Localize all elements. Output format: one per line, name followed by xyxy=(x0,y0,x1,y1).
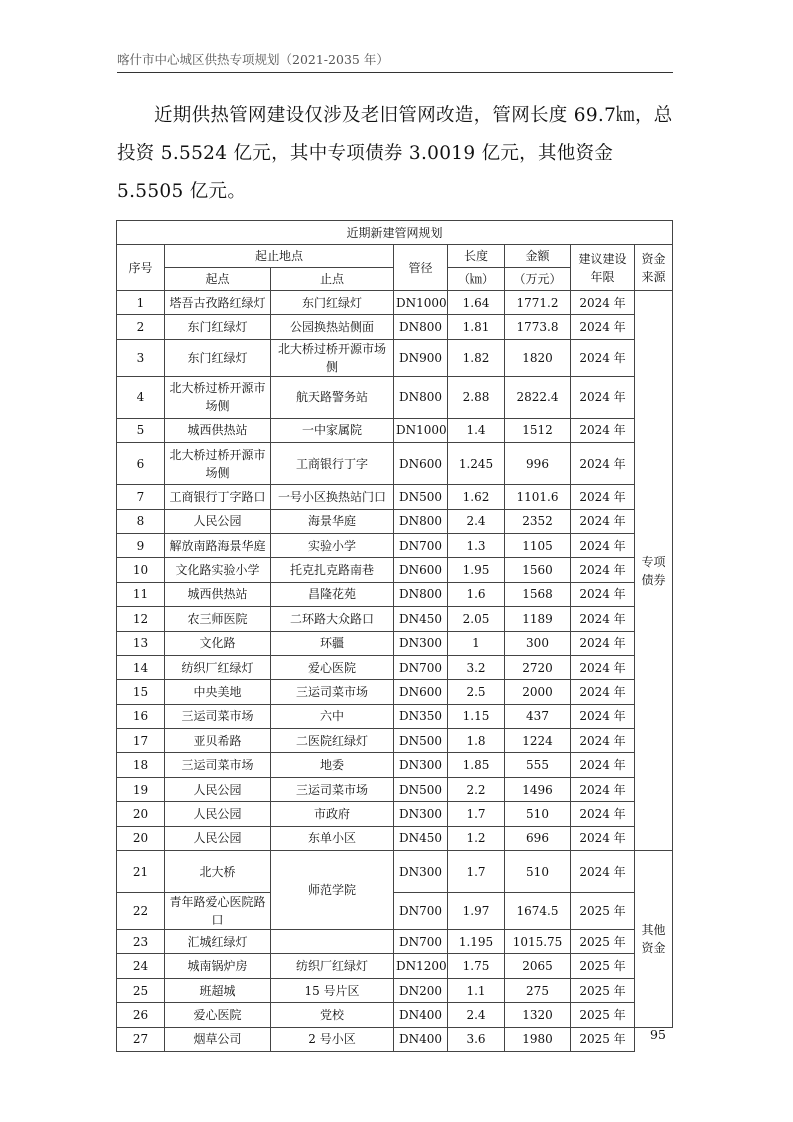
cell-length: 1.82 xyxy=(448,339,505,376)
table-row xyxy=(117,509,673,533)
cell-year: 2025 年 xyxy=(571,1003,635,1027)
cell-end: 航天路警务站 xyxy=(271,376,394,418)
cell-amount: 1674.5 xyxy=(505,893,571,930)
cell-amount: 510 xyxy=(505,802,571,826)
cell-year: 2024 年 xyxy=(571,485,635,509)
funding-source-special-bond: 专项债券 xyxy=(635,291,673,851)
cell-diameter: DN800 xyxy=(394,315,448,339)
cell-start: 人民公园 xyxy=(165,826,271,850)
cell-end: 一号小区换热站门口 xyxy=(271,485,394,509)
running-header: 喀什市中心城区供热专项规划（2021-2035 年） xyxy=(117,52,389,67)
table-row xyxy=(117,826,673,850)
table-row xyxy=(117,1003,673,1027)
cell-amount: 1771.2 xyxy=(505,291,571,315)
cell-length: 2.88 xyxy=(448,376,505,418)
cell-year: 2024 年 xyxy=(571,704,635,728)
cell-length: 2.2 xyxy=(448,777,505,801)
cell-seq: 12 xyxy=(117,607,165,631)
cell-year: 2024 年 xyxy=(571,558,635,582)
cell-length: 1.97 xyxy=(448,893,505,930)
cell-year: 2024 年 xyxy=(571,826,635,850)
cell-year: 2024 年 xyxy=(571,443,635,485)
cell-start: 文化路实验小学 xyxy=(165,558,271,582)
cell-start: 班超城 xyxy=(165,978,271,1002)
cell-start: 城西供热站 xyxy=(165,418,271,442)
cell-year: 2024 年 xyxy=(571,509,635,533)
cell-start: 爱心医院 xyxy=(165,1003,271,1027)
cell-end: 二环路大众路口 xyxy=(271,607,394,631)
header-amount: 金额 xyxy=(505,245,571,268)
cell-start: 东门红绿灯 xyxy=(165,315,271,339)
header-divider xyxy=(117,72,673,73)
cell-end: 东单小区 xyxy=(271,826,394,850)
cell-diameter: DN300 xyxy=(394,631,448,655)
cell-seq: 26 xyxy=(117,1003,165,1027)
cell-seq: 18 xyxy=(117,753,165,777)
cell-length: 1.15 xyxy=(448,704,505,728)
table-row xyxy=(117,291,673,315)
cell-start: 亚贝希路 xyxy=(165,729,271,753)
cell-length: 1.195 xyxy=(448,930,505,954)
cell-amount: 437 xyxy=(505,704,571,728)
cell-diameter: DN450 xyxy=(394,607,448,631)
cell-length: 1.4 xyxy=(448,418,505,442)
cell-length: 1.1 xyxy=(448,978,505,1002)
cell-end: 托克扎克路南巷 xyxy=(271,558,394,582)
cell-start: 人民公园 xyxy=(165,802,271,826)
table-row xyxy=(117,729,673,753)
cell-start: 烟草公司 xyxy=(165,1027,271,1051)
cell-year: 2024 年 xyxy=(571,291,635,315)
cell-seq: 19 xyxy=(117,777,165,801)
cell-end: 爱心医院 xyxy=(271,655,394,679)
table-row xyxy=(117,376,673,418)
cell-year: 2024 年 xyxy=(571,631,635,655)
table-row xyxy=(117,954,673,978)
table-row xyxy=(117,777,673,801)
table-row xyxy=(117,655,673,679)
cell-length: 1.62 xyxy=(448,485,505,509)
cell-start: 三运司菜市场 xyxy=(165,704,271,728)
cell-amount: 2000 xyxy=(505,680,571,704)
cell-amount: 1105 xyxy=(505,533,571,557)
cell-seq: 22 xyxy=(117,893,165,930)
cell-amount: 300 xyxy=(505,631,571,655)
header-route: 起止地点 xyxy=(165,245,394,268)
cell-amount: 1320 xyxy=(505,1003,571,1027)
cell-end: 工商银行丁字 xyxy=(271,443,394,485)
cell-seq: 5 xyxy=(117,418,165,442)
cell-length: 1.95 xyxy=(448,558,505,582)
cell-end: 市政府 xyxy=(271,802,394,826)
cell-amount: 996 xyxy=(505,443,571,485)
pipe-network-table xyxy=(116,220,673,1052)
cell-diameter: DN600 xyxy=(394,558,448,582)
cell-diameter: DN800 xyxy=(394,376,448,418)
cell-year: 2024 年 xyxy=(571,376,635,418)
header-seq: 序号 xyxy=(117,245,165,291)
cell-end: 实验小学 xyxy=(271,533,394,557)
cell-diameter: DN800 xyxy=(394,509,448,533)
cell-year: 2025 年 xyxy=(571,1027,635,1051)
cell-year: 2024 年 xyxy=(571,315,635,339)
header-diameter: 管径 xyxy=(394,245,448,291)
cell-end: 师范学院 xyxy=(271,851,394,930)
cell-end: 15 号片区 xyxy=(271,978,394,1002)
cell-end: 公园换热站侧面 xyxy=(271,315,394,339)
cell-amount: 2720 xyxy=(505,655,571,679)
cell-seq: 2 xyxy=(117,315,165,339)
cell-seq: 20 xyxy=(117,802,165,826)
cell-length: 1 xyxy=(448,631,505,655)
cell-year: 2025 年 xyxy=(571,930,635,954)
cell-seq: 10 xyxy=(117,558,165,582)
cell-end: 三运司菜市场 xyxy=(271,680,394,704)
cell-end xyxy=(271,930,394,954)
cell-diameter: DN700 xyxy=(394,655,448,679)
cell-diameter: DN1000 xyxy=(394,418,448,442)
cell-diameter: DN700 xyxy=(394,930,448,954)
cell-length: 1.7 xyxy=(448,802,505,826)
table-row xyxy=(117,704,673,728)
cell-seq: 7 xyxy=(117,485,165,509)
table-row xyxy=(117,978,673,1002)
cell-end: 纺织厂红绿灯 xyxy=(271,954,394,978)
cell-year: 2025 年 xyxy=(571,954,635,978)
cell-seq: 6 xyxy=(117,443,165,485)
funding-source-other: 其他资金 xyxy=(635,851,673,1028)
table-row xyxy=(117,930,673,954)
table-row xyxy=(117,485,673,509)
cell-diameter: DN350 xyxy=(394,704,448,728)
table-row xyxy=(117,558,673,582)
cell-seq: 14 xyxy=(117,655,165,679)
cell-length: 1.85 xyxy=(448,753,505,777)
cell-amount: 1980 xyxy=(505,1027,571,1051)
cell-length: 1.7 xyxy=(448,851,505,893)
cell-start: 人民公园 xyxy=(165,509,271,533)
header-year: 建议建设年限 xyxy=(571,245,635,291)
cell-diameter: DN1200 xyxy=(394,954,448,978)
cell-length: 3.6 xyxy=(448,1027,505,1051)
page-number: 95 xyxy=(650,1027,666,1042)
cell-amount: 696 xyxy=(505,826,571,850)
cell-seq: 8 xyxy=(117,509,165,533)
cell-amount: 2352 xyxy=(505,509,571,533)
cell-start: 三运司菜市场 xyxy=(165,753,271,777)
cell-seq: 16 xyxy=(117,704,165,728)
cell-end: 地委 xyxy=(271,753,394,777)
cell-length: 1.81 xyxy=(448,315,505,339)
cell-seq: 25 xyxy=(117,978,165,1002)
table-row xyxy=(117,1027,673,1051)
cell-start: 东门红绿灯 xyxy=(165,339,271,376)
cell-start: 文化路 xyxy=(165,631,271,655)
header-funding: 资金来源 xyxy=(635,245,673,291)
cell-amount: 1015.75 xyxy=(505,930,571,954)
table-row xyxy=(117,607,673,631)
cell-diameter: DN300 xyxy=(394,753,448,777)
table-row xyxy=(117,582,673,606)
cell-diameter: DN1000 xyxy=(394,291,448,315)
body-paragraph: 近期供热管网建设仅涉及老旧管网改造，管网长度 69.7㎞，总投资 5.5524 亿元，其中专项债券 3.0019 亿元，其他资金 5.5505 亿元。 xyxy=(117,105,673,202)
cell-year: 2024 年 xyxy=(571,851,635,893)
cell-diameter: DN450 xyxy=(394,826,448,850)
cell-end: 党校 xyxy=(271,1003,394,1027)
cell-length: 3.2 xyxy=(448,655,505,679)
cell-start: 城南锅炉房 xyxy=(165,954,271,978)
cell-diameter: DN700 xyxy=(394,533,448,557)
table-caption: 近期新建管网规划 xyxy=(117,221,673,245)
cell-start: 工商银行丁字路口 xyxy=(165,485,271,509)
table-row xyxy=(117,315,673,339)
cell-end: 二医院红绿灯 xyxy=(271,729,394,753)
cell-seq: 17 xyxy=(117,729,165,753)
cell-end: 2 号小区 xyxy=(271,1027,394,1051)
cell-seq: 27 xyxy=(117,1027,165,1051)
header-start: 起点 xyxy=(165,268,271,291)
cell-length: 2.4 xyxy=(448,1003,505,1027)
cell-amount: 1224 xyxy=(505,729,571,753)
cell-seq: 21 xyxy=(117,851,165,893)
cell-seq: 24 xyxy=(117,954,165,978)
cell-end: 三运司菜市场 xyxy=(271,777,394,801)
cell-start: 北大桥 xyxy=(165,851,271,893)
cell-year: 2024 年 xyxy=(571,607,635,631)
cell-seq: 3 xyxy=(117,339,165,376)
cell-amount: 1820 xyxy=(505,339,571,376)
cell-end: 东门红绿灯 xyxy=(271,291,394,315)
cell-start: 中央美地 xyxy=(165,680,271,704)
cell-year: 2024 年 xyxy=(571,777,635,801)
cell-start: 人民公园 xyxy=(165,777,271,801)
cell-start: 农三师医院 xyxy=(165,607,271,631)
cell-amount: 1568 xyxy=(505,582,571,606)
cell-amount: 1512 xyxy=(505,418,571,442)
cell-amount: 1773.8 xyxy=(505,315,571,339)
cell-seq: 1 xyxy=(117,291,165,315)
cell-amount: 1496 xyxy=(505,777,571,801)
cell-seq: 15 xyxy=(117,680,165,704)
cell-diameter: DN500 xyxy=(394,485,448,509)
cell-year: 2024 年 xyxy=(571,655,635,679)
cell-diameter: DN600 xyxy=(394,680,448,704)
cell-end: 一中家属院 xyxy=(271,418,394,442)
cell-length: 1.245 xyxy=(448,443,505,485)
table-row xyxy=(117,339,673,376)
cell-end: 北大桥过桥开源市场侧 xyxy=(271,339,394,376)
cell-year: 2025 年 xyxy=(571,893,635,930)
cell-seq: 9 xyxy=(117,533,165,557)
cell-length: 2.5 xyxy=(448,680,505,704)
cell-year: 2024 年 xyxy=(571,680,635,704)
cell-end: 昌隆花苑 xyxy=(271,582,394,606)
cell-amount: 2822.4 xyxy=(505,376,571,418)
cell-start: 塔吾古孜路红绿灯 xyxy=(165,291,271,315)
cell-year: 2024 年 xyxy=(571,753,635,777)
table-row xyxy=(117,418,673,442)
cell-start: 解放南路海景华庭 xyxy=(165,533,271,557)
table-row xyxy=(117,802,673,826)
cell-year: 2024 年 xyxy=(571,339,635,376)
cell-diameter: DN800 xyxy=(394,582,448,606)
cell-seq: 11 xyxy=(117,582,165,606)
cell-diameter: DN500 xyxy=(394,729,448,753)
cell-diameter: DN700 xyxy=(394,893,448,930)
cell-year: 2025 年 xyxy=(571,978,635,1002)
cell-year: 2024 年 xyxy=(571,729,635,753)
cell-start: 北大桥过桥开源市场侧 xyxy=(165,376,271,418)
table-row xyxy=(117,753,673,777)
cell-seq: 13 xyxy=(117,631,165,655)
cell-start: 北大桥过桥开源市场侧 xyxy=(165,443,271,485)
cell-amount: 275 xyxy=(505,978,571,1002)
cell-start: 青年路爱心医院路口 xyxy=(165,893,271,930)
cell-year: 2024 年 xyxy=(571,533,635,557)
cell-length: 1.2 xyxy=(448,826,505,850)
table-row xyxy=(117,443,673,485)
cell-length: 1.6 xyxy=(448,582,505,606)
header-length: 长度 xyxy=(448,245,505,268)
cell-seq: 23 xyxy=(117,930,165,954)
cell-length: 1.8 xyxy=(448,729,505,753)
cell-end: 环疆 xyxy=(271,631,394,655)
table-row xyxy=(117,893,673,930)
cell-amount: 1101.6 xyxy=(505,485,571,509)
cell-seq: 4 xyxy=(117,376,165,418)
table-row xyxy=(117,631,673,655)
cell-length: 1.3 xyxy=(448,533,505,557)
cell-diameter: DN400 xyxy=(394,1027,448,1051)
cell-seq: 20 xyxy=(117,826,165,850)
cell-diameter: DN200 xyxy=(394,978,448,1002)
cell-end: 海景华庭 xyxy=(271,509,394,533)
cell-length: 2.4 xyxy=(448,509,505,533)
cell-diameter: DN400 xyxy=(394,1003,448,1027)
cell-year: 2024 年 xyxy=(571,582,635,606)
header-length-unit: （㎞） xyxy=(448,268,505,291)
cell-amount: 555 xyxy=(505,753,571,777)
cell-diameter: DN500 xyxy=(394,777,448,801)
cell-length: 1.64 xyxy=(448,291,505,315)
cell-diameter: DN300 xyxy=(394,802,448,826)
cell-year: 2024 年 xyxy=(571,418,635,442)
table-row xyxy=(117,533,673,557)
cell-year: 2024 年 xyxy=(571,802,635,826)
table-row xyxy=(117,680,673,704)
cell-end: 六中 xyxy=(271,704,394,728)
table-row xyxy=(117,851,673,893)
cell-diameter: DN300 xyxy=(394,851,448,893)
cell-amount: 2065 xyxy=(505,954,571,978)
cell-amount: 510 xyxy=(505,851,571,893)
cell-diameter: DN900 xyxy=(394,339,448,376)
cell-start: 汇城红绿灯 xyxy=(165,930,271,954)
cell-amount: 1560 xyxy=(505,558,571,582)
header-amount-unit: （万元） xyxy=(505,268,571,291)
cell-diameter: DN600 xyxy=(394,443,448,485)
cell-amount: 1189 xyxy=(505,607,571,631)
header-end: 止点 xyxy=(271,268,394,291)
cell-length: 1.75 xyxy=(448,954,505,978)
cell-start: 城西供热站 xyxy=(165,582,271,606)
cell-length: 2.05 xyxy=(448,607,505,631)
cell-start: 纺织厂红绿灯 xyxy=(165,655,271,679)
